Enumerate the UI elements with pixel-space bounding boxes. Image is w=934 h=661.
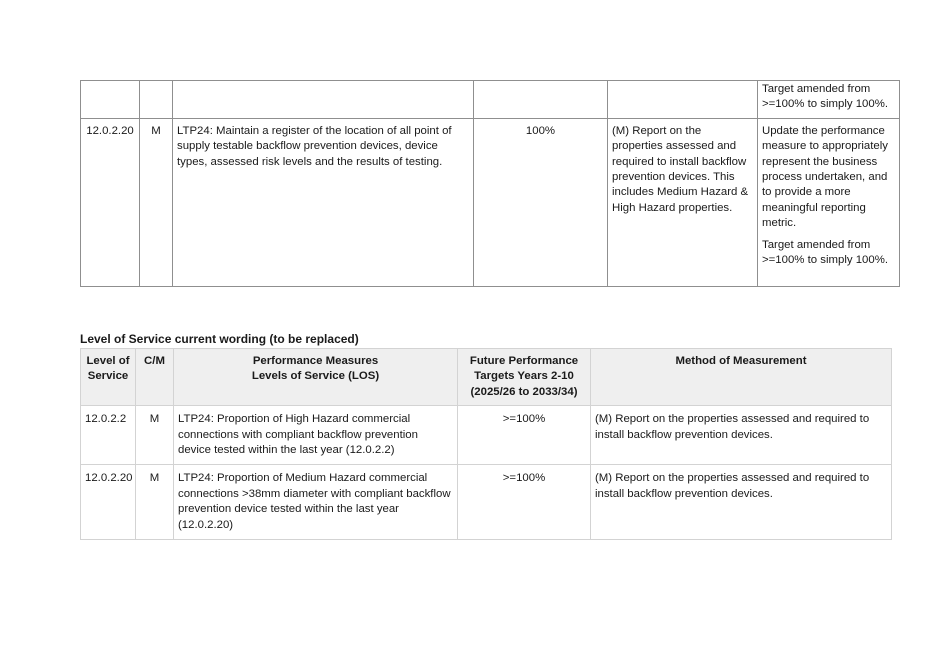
header-level-of-service: Level of Service (81, 349, 136, 406)
target-cell (474, 81, 608, 119)
table-row (81, 118, 900, 286)
header-performance-measures: Performance Measures Levels of Service (LOS) (174, 349, 458, 406)
cm-cell (140, 81, 173, 119)
current-los-table (80, 348, 892, 540)
proposed-los-table (80, 80, 900, 287)
header-future-targets: Future Performance Targets Years 2-10 (2025/26 to 2033/34) (458, 349, 591, 406)
table-row (81, 465, 892, 540)
header-method: Method of Measurement (591, 349, 892, 406)
method-cell (608, 81, 758, 119)
cm-cell: M (136, 406, 174, 465)
measure-cell: LTP24: Proportion of Medium Hazard commercial connections >38mm diameter with compliant backflow prevention device tested within the last year (12.0.2.20) (174, 465, 458, 540)
comment-paragraph: Update the performance measure to appropriately represent the business process undertaken, and to provide a more meaningful reporting metric. (762, 124, 888, 230)
section-title: Level of Service current wording (to be replaced) (80, 332, 359, 346)
los-code-cell: 12.0.2.20 (81, 118, 140, 286)
target-cell: 100% (474, 118, 608, 286)
target-cell: >=100% (458, 465, 591, 540)
comments-cell (758, 81, 900, 119)
measure-cell: LTP24: Maintain a register of the location of all point of supply testable backflow prevention devices, device types, assessed risk levels and the results of testing. (173, 118, 474, 286)
cm-cell: M (136, 465, 174, 540)
los-code-cell: 12.0.2.20 (81, 465, 136, 540)
table-row (81, 406, 892, 465)
method-cell: (M) Report on the properties assessed and required to install backflow prevention devices. This includes Medium Hazard & High Hazard properties. (608, 118, 758, 286)
measure-cell (173, 81, 474, 119)
measure-cell: LTP24: Proportion of High Hazard commercial connections with compliant backflow prevention device tested within the last year (12.0.2.2) (174, 406, 458, 465)
table-header-row (81, 349, 892, 406)
header-cm: C/M (136, 349, 174, 406)
cm-cell: M (140, 118, 173, 286)
method-cell: (M) Report on the properties assessed and required to install backflow prevention devices. (591, 406, 892, 465)
comment-paragraph: Target amended from >=100% to simply 100%. (762, 238, 889, 267)
los-code-cell (81, 81, 140, 119)
method-cell: (M) Report on the properties assessed and required to install backflow prevention devices. (591, 465, 892, 540)
target-cell: >=100% (458, 406, 591, 465)
comments-cell (758, 118, 900, 286)
table-row (81, 81, 900, 119)
comment-paragraph: Target amended from >=100% to simply 100%. (762, 83, 889, 111)
los-code-cell: 12.0.2.2 (81, 406, 136, 465)
